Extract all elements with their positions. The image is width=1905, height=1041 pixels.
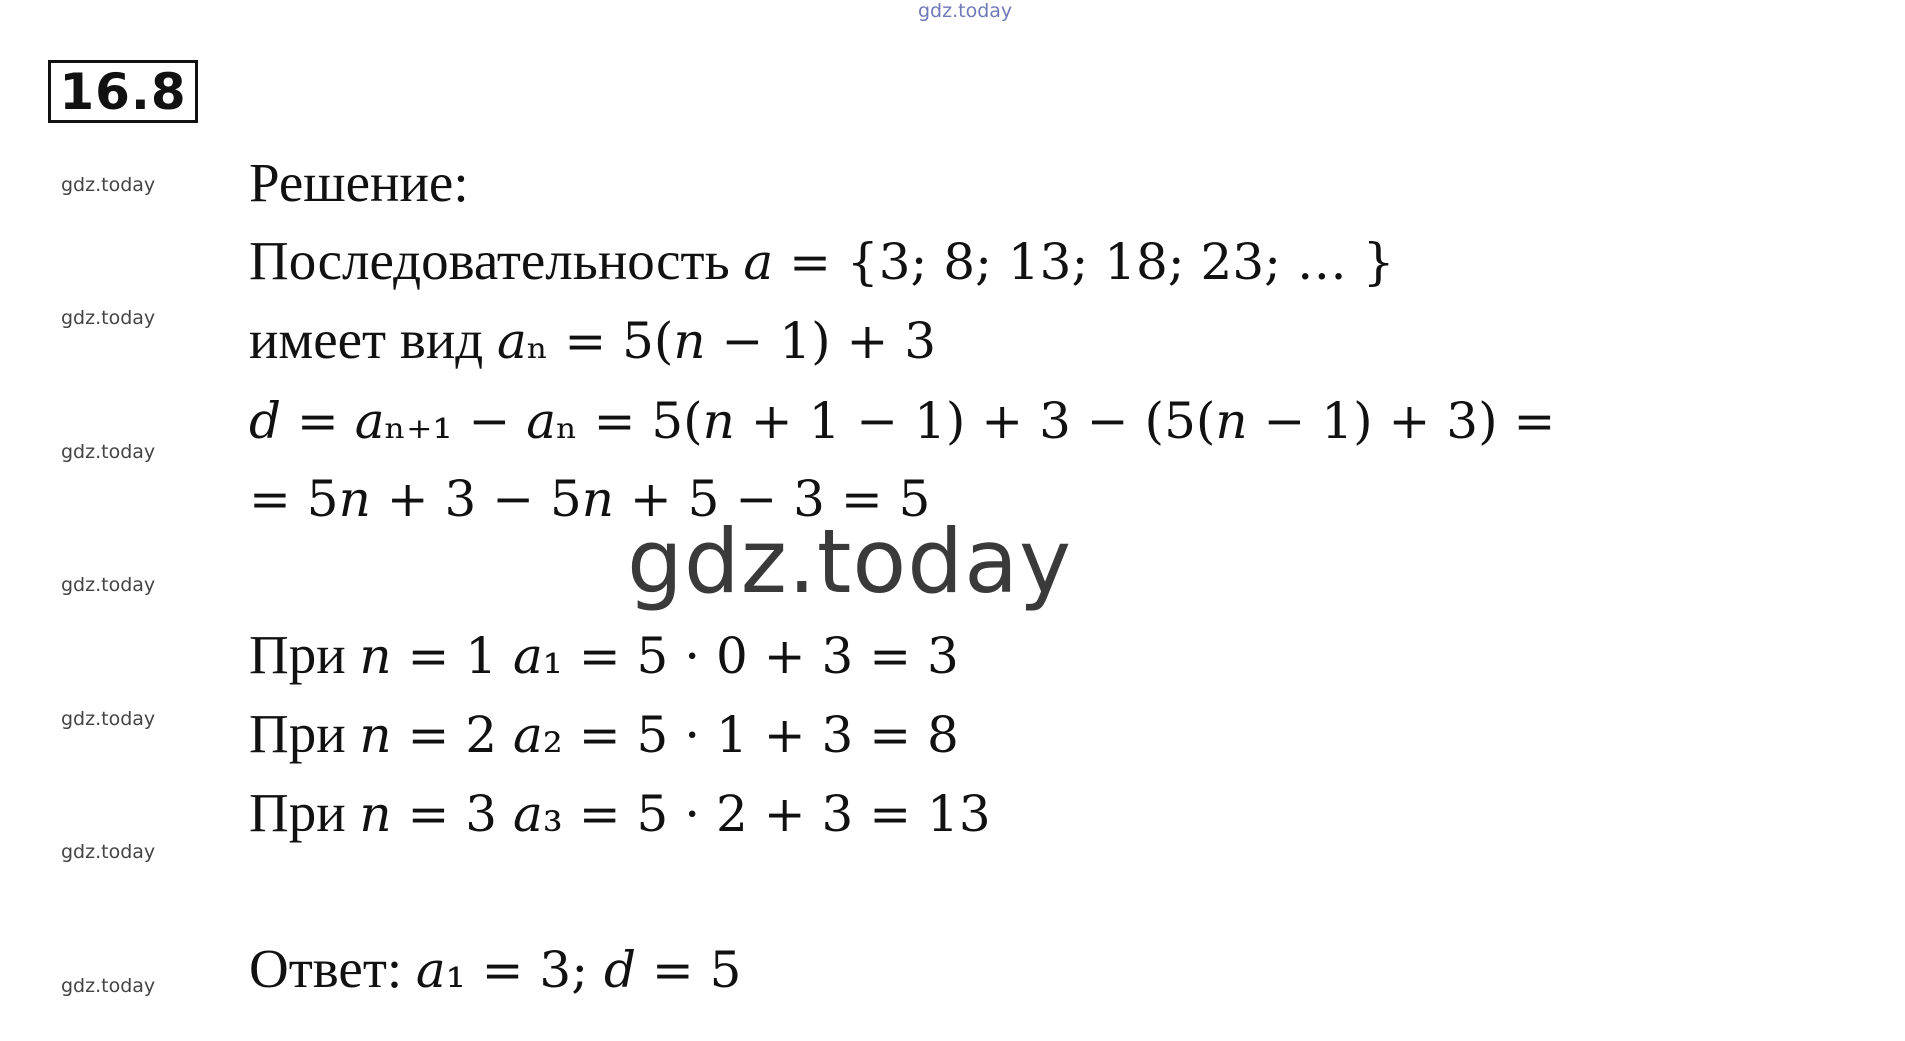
side-watermark: gdz.today — [61, 574, 156, 596]
difference-formula: 𝑑 = 𝑎ₙ₊₁ − 𝑎ₙ = 5(𝑛 + 1 − 1) + 3 − (5(𝑛 − 1) + 3) = — [249, 392, 1556, 450]
general-term-formula: 𝑎ₙ = 5(𝑛 − 1) + 3 — [496, 312, 937, 370]
side-watermark: gdz.today — [61, 975, 156, 997]
top-watermark: gdz.today — [918, 0, 1013, 22]
side-watermark: gdz.today — [61, 307, 156, 329]
solution-heading: Решение: — [249, 152, 469, 213]
case-text: При — [249, 782, 360, 843]
answer-line — [249, 938, 742, 999]
answer-formula: 𝑎₁ = 3; 𝑑 = 5 — [415, 941, 742, 999]
side-watermark: gdz.today — [61, 441, 156, 463]
case-line — [249, 624, 959, 685]
case-line — [249, 703, 959, 764]
side-watermark: gdz.today — [61, 841, 156, 863]
case-text: При — [249, 703, 360, 764]
center-watermark: gdz.today — [627, 510, 1073, 613]
difference-result-formula: = 5𝑛 + 3 − 5𝑛 + 5 − 3 = 5 — [249, 470, 931, 528]
case-text: При — [249, 624, 360, 685]
solution-line-general-term — [249, 309, 937, 370]
general-term-text: имеет вид — [249, 309, 497, 370]
case-formula: 𝑛 = 1 𝑎₁ = 5 · 0 + 3 = 3 — [359, 627, 959, 685]
solution-line-sequence — [249, 230, 1395, 291]
answer-text: Ответ: — [249, 938, 416, 999]
case-formula: 𝑛 = 2 𝑎₂ = 5 · 1 + 3 = 8 — [359, 706, 959, 764]
case-line — [249, 782, 991, 843]
problem-number-box: 16.8 — [48, 60, 198, 123]
case-formula: 𝑛 = 3 𝑎₃ = 5 · 2 + 3 = 13 — [359, 785, 991, 843]
side-watermark: gdz.today — [61, 174, 156, 196]
side-watermark: gdz.today — [61, 708, 156, 730]
sequence-text: Последовательность — [249, 230, 744, 291]
sequence-formula: 𝑎 = {3; 8; 13; 18; 23; … } — [743, 233, 1395, 291]
solution-line-difference — [249, 392, 1556, 450]
